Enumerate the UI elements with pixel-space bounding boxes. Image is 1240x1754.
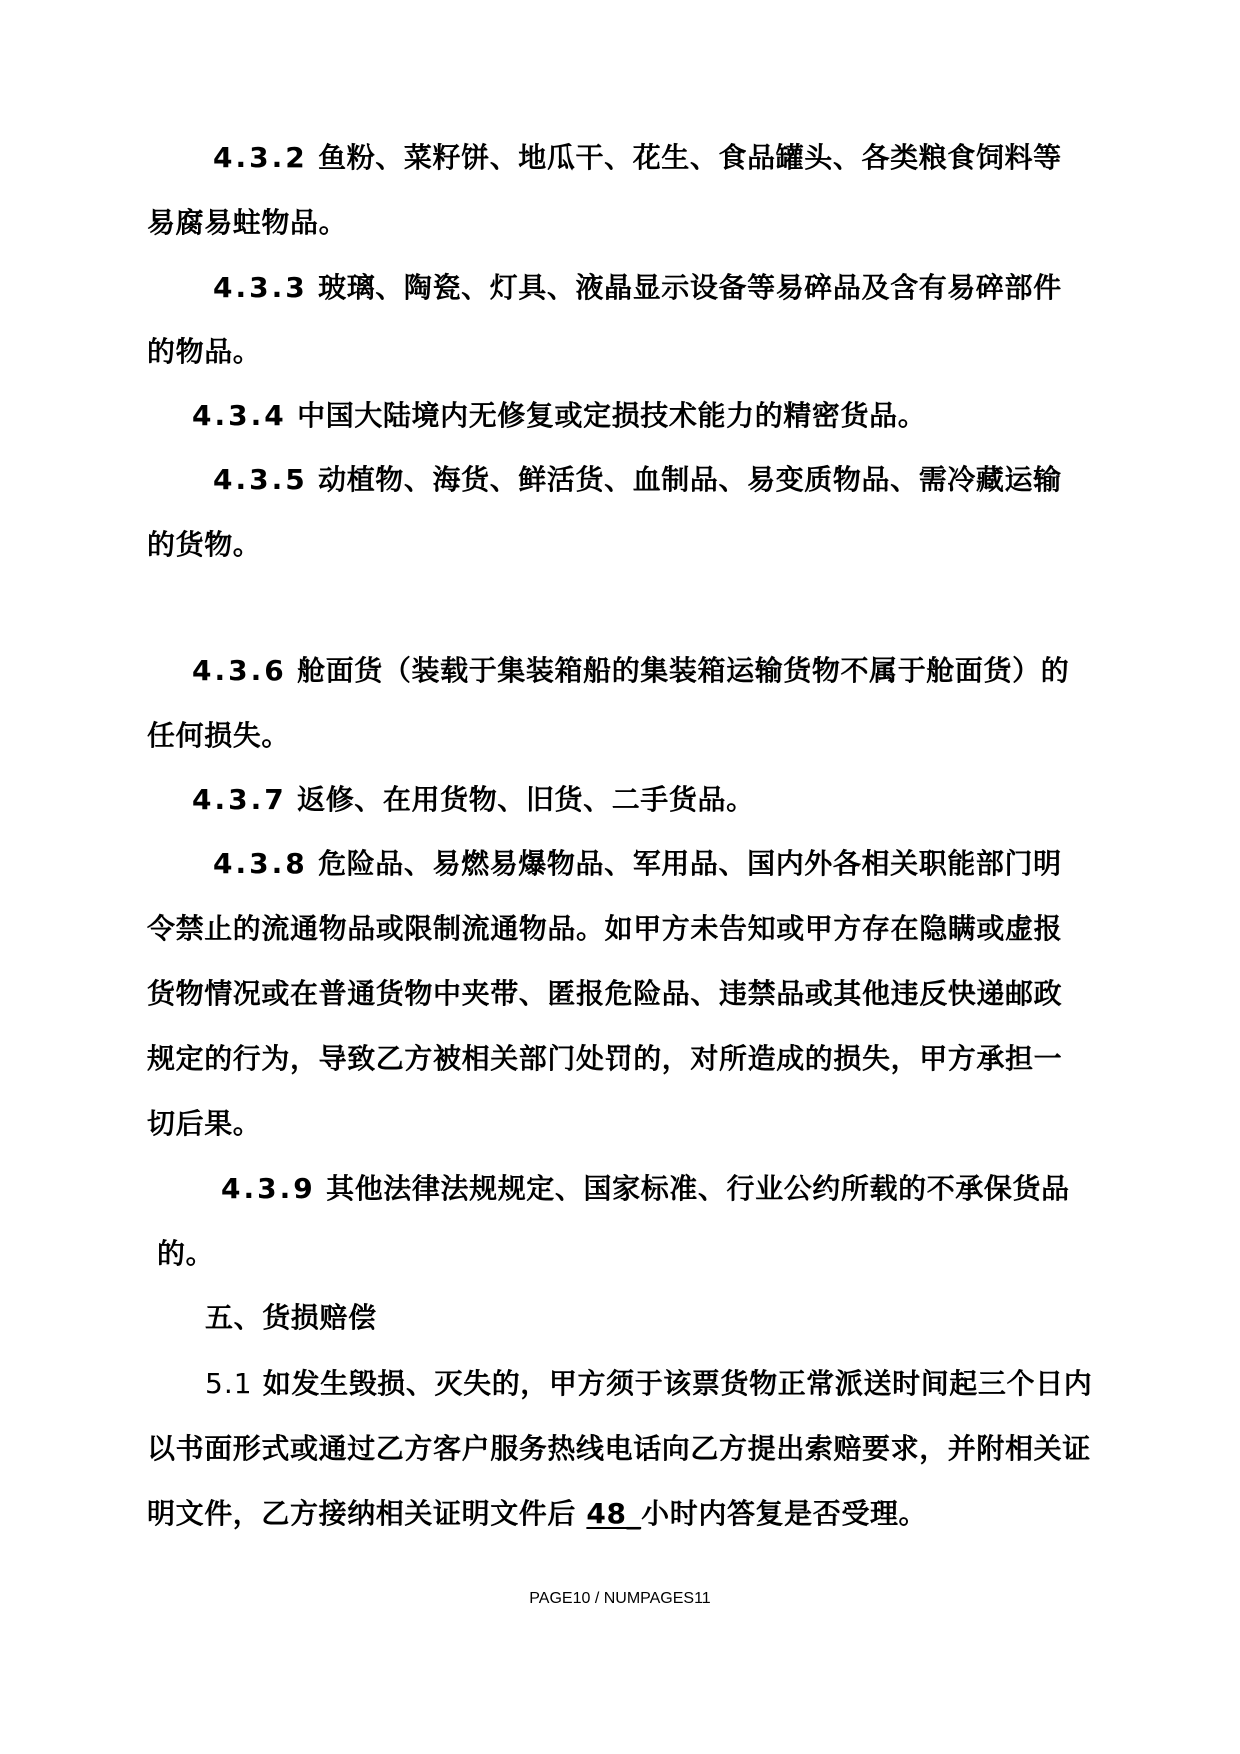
clause-4-3-2-line-2: 易腐易蛀物品。 (147, 206, 348, 239)
clause-4-3-8-line-2: 令禁止的流通物品或限制流通物品。如甲方未告知或甲方存在隐瞒或虚报 (147, 912, 1063, 945)
clause-4-3-3-line-1 (213, 268, 1062, 308)
clause-text: 中国大陆境内无修复或定损技术能力的精密货品。 (297, 399, 927, 432)
clause-4-3-8-line-4: 规定的行为，导致乙方被相关部门处罚的，对所造成的损失，甲方承担一 (147, 1042, 1063, 1075)
reply-hours-value: 48_ (586, 1497, 642, 1530)
clause-text: 如发生毁损、灭失的，甲方须于该票货物正常派送时间起三个日内 (262, 1367, 1093, 1400)
clause-4-3-9-line-1 (221, 1169, 1070, 1209)
clause-text: 其他法律法规规定、国家标准、行业公约所载的不承保货品 (326, 1172, 1070, 1205)
section-heading-5: 五、货损赔偿 (205, 1301, 377, 1334)
clause-text: 鱼粉、菜籽饼、地瓜干、花生、食品罐头、各类粮食饲料等 (318, 141, 1062, 174)
clause-4-3-8-line-5: 切后果。 (147, 1107, 262, 1140)
clause-number: 4.3.5 (213, 463, 308, 496)
page-number-footer: PAGE10 / NUMPAGES11 (529, 1590, 711, 1607)
clause-4-3-3-line-2: 的物品。 (147, 335, 262, 368)
clause-text: 返修、在用货物、旧货、二手货品。 (297, 783, 755, 816)
clause-number: 5.1 (205, 1367, 253, 1400)
clause-text: 玻璃、陶瓷、灯具、液晶显示设备等易碎品及含有易碎部件 (318, 271, 1062, 304)
clause-number: 4.3.6 (192, 654, 287, 687)
clause-5-1-line-2: 以书面形式或通过乙方客户服务热线电话向乙方提出索赔要求，并附相关证 (147, 1432, 1091, 1465)
clause-text: 动植物、海货、鲜活货、血制品、易变质物品、需冷藏运输 (318, 463, 1062, 496)
clause-4-3-7 (192, 780, 755, 820)
clause-4-3-8-line-1 (213, 844, 1062, 884)
clause-4-3-6-line-1 (192, 651, 1069, 691)
clause-text: 小时内答复是否受理。 (641, 1497, 928, 1530)
clause-4-3-8-line-3: 货物情况或在普通货物中夹带、匿报危险品、违禁品或其他违反快递邮政 (147, 977, 1063, 1010)
clause-number: 4.3.8 (213, 847, 308, 880)
clause-5-1-line-1 (205, 1364, 1092, 1404)
clause-4-3-2-line-1 (213, 138, 1062, 178)
clause-text: 明文件，乙方接纳相关证明文件后 (147, 1497, 577, 1530)
clause-4-3-5-line-2: 的货物。 (147, 528, 262, 561)
clause-4-3-9-line-2: 的。 (157, 1237, 215, 1270)
clause-4-3-6-line-2: 任何损失。 (147, 719, 291, 752)
clause-4-3-4 (192, 396, 926, 436)
clause-number: 4.3.3 (213, 271, 308, 304)
clause-text: 舱面货（装载于集装箱船的集装箱运输货物不属于舱面货）的 (297, 654, 1070, 687)
clause-number: 4.3.9 (221, 1172, 316, 1205)
clause-5-1-line-3 (147, 1494, 927, 1534)
clause-number: 4.3.4 (192, 399, 287, 432)
clause-4-3-5-line-1 (213, 460, 1062, 500)
clause-text: 危险品、易燃易爆物品、军用品、国内外各相关职能部门明 (318, 847, 1062, 880)
clause-number: 4.3.2 (213, 141, 308, 174)
clause-number: 4.3.7 (192, 783, 287, 816)
